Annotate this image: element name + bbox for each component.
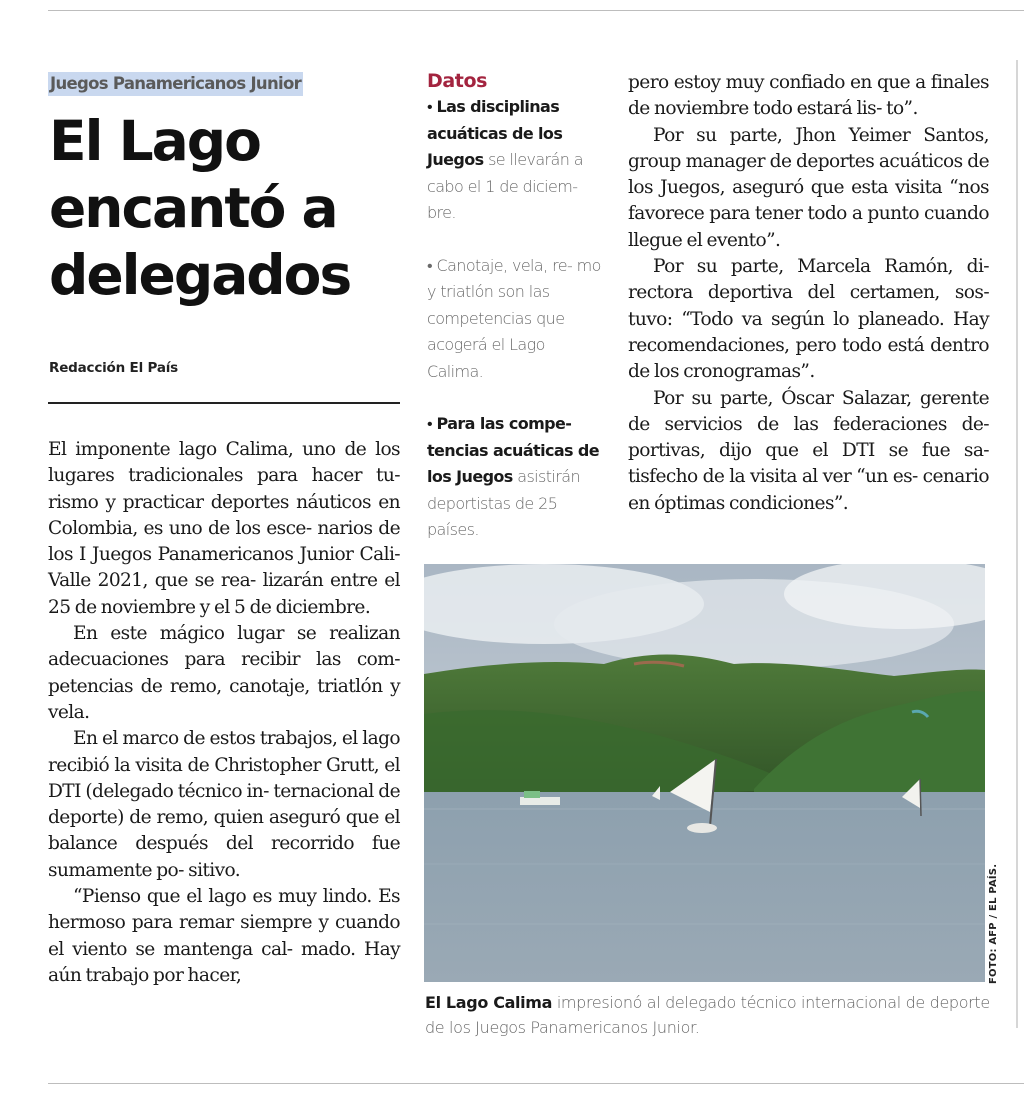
headline-line-3: delegados — [49, 243, 351, 307]
datos-item-bold: Para las compe- tencias acuáticas de los Juegos — [427, 414, 600, 486]
top-rule — [48, 10, 1024, 11]
byline: Redacción El País — [49, 360, 178, 376]
datos-item — [427, 253, 603, 386]
body-paragraph: Por su parte, Marcela Ramón, di- rectora deportiva del certamen, sos- tuvo: “Todo va según lo planeado. Hay recomendaciones, pero todo está dentro de los cronogramas”. — [628, 256, 989, 383]
page-edge-line — [1016, 60, 1018, 1028]
caption-bold: El Lago Calima — [425, 993, 553, 1012]
headline-line-1: El Lago — [49, 109, 260, 173]
datos-item-bold: Las disciplinas acuáticas de los Juegos — [427, 97, 563, 169]
datos-item-text: se llevarán a cabo el 1 de diciem- bre. — [427, 150, 583, 222]
body-column-right — [628, 70, 989, 517]
datos-item — [427, 411, 603, 544]
bullet-icon: • — [427, 255, 437, 275]
datos-item-text: asistirán deportistas de 25 países. — [427, 467, 581, 539]
body-paragraph: Por su parte, Jhon Yeimer Santos, group manager de deportes acuáticos de los Juegos, aseguró que esta visita “nos favorece para tener todo a punto cuando llegue el evento”. — [628, 124, 989, 251]
bottom-rule — [48, 1083, 1024, 1084]
headline — [49, 108, 409, 309]
body-paragraph: “Pienso que el lago es muy lindo. Es hermoso para remar siempre y cuando el viento se mantenga cal- mado. Hay aún trabajo por hacer, — [48, 886, 400, 986]
datos-title: Datos — [427, 70, 488, 92]
body-paragraph: Por su parte, Óscar Salazar, gerente de servicios de las federaciones de- portivas, dijo que el DTI se fue sa- tisfecho de la visita al ver “un es- cenario en óptimas condiciones”. — [628, 387, 989, 514]
section-kicker: Juegos Panamericanos Junior — [48, 72, 303, 96]
byline-divider — [48, 402, 400, 404]
body-column-left — [48, 437, 400, 989]
photo-credit: FOTO: AFP / EL PAÍS. — [988, 863, 999, 984]
bullet-icon: • — [427, 97, 437, 116]
lake-photo-illustration — [424, 564, 985, 982]
bullet-icon: • — [427, 414, 437, 433]
datos-item — [427, 94, 603, 227]
caption-text: impresionó al delegado técnico internacional de deporte de los Juegos Panamericanos Junior. — [425, 993, 990, 1037]
datos-sidebar — [427, 68, 603, 570]
body-paragraph: En este mágico lugar se realizan adecuaciones para recibir las com- petencias de remo, canotaje, triatlón y vela. — [48, 623, 400, 723]
photo-caption — [425, 990, 995, 1040]
body-paragraph: En el marco de estos trabajos, el lago recibió la visita de Christopher Grutt, el DTI (delegado técnico in- ternacional de deporte) de remo, quien aseguró que el balance después del recorrido fue sumamente po- sitivo. — [48, 728, 400, 881]
datos-item-text: Canotaje, vela, re- mo y triatlón son las competencias que acogerá el Lago Calima. — [427, 255, 601, 381]
body-paragraph: pero estoy muy confiado en que a finales de noviembre todo estará lis- to”. — [628, 72, 989, 120]
lake-photo — [424, 564, 985, 982]
headline-line-2: encantó a — [49, 176, 337, 240]
body-paragraph: El imponente lago Calima, uno de los lugares tradicionales para hacer tu- rismo y practicar deportes náuticos en Colombia, es uno de los esce- narios de los I Juegos Panamericanos Junior Cali-Valle 2021, que se rea- lizarán entre el 25 de noviembre y el 5 de diciembre. — [48, 439, 400, 618]
